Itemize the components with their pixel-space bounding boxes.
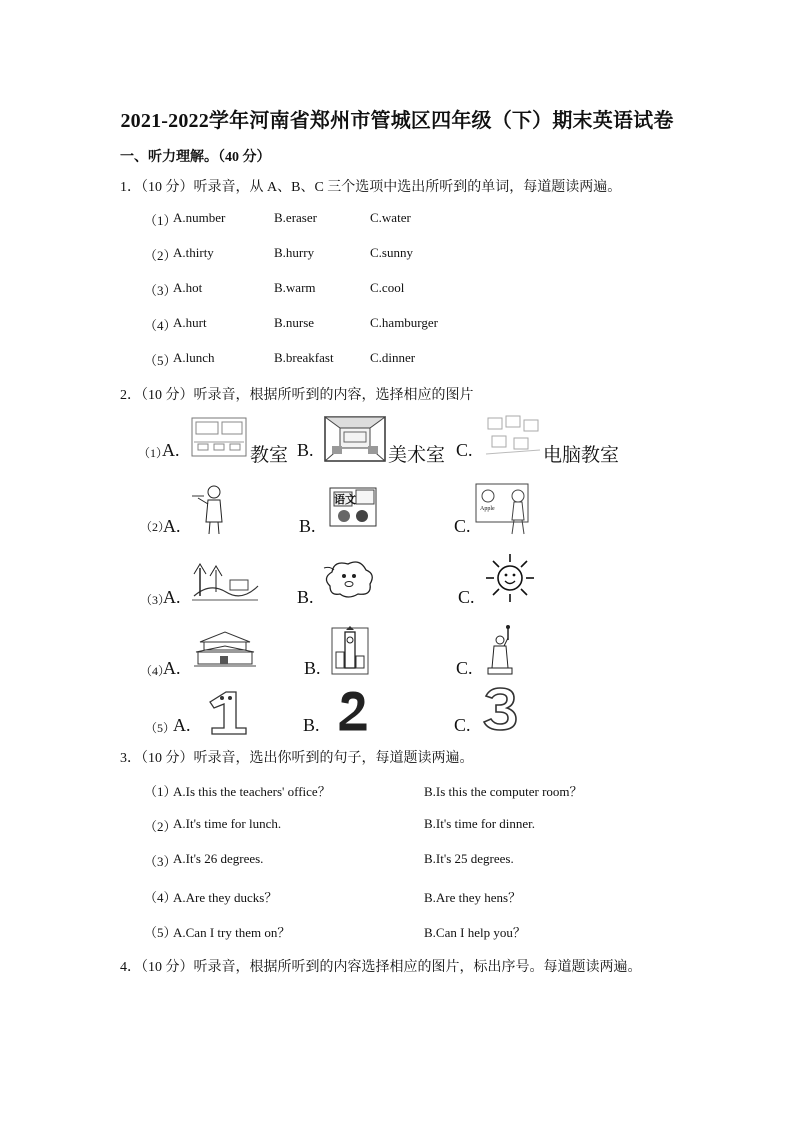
classroom-picture [190, 414, 248, 460]
picture-caption: 教室 [250, 445, 289, 466]
option-b: B.Is this the computer room？ [424, 784, 583, 799]
item-number: （2） [144, 248, 177, 263]
big-ben-picture [330, 626, 370, 676]
item-number: （4） [140, 664, 171, 678]
windy-cloud-picture [320, 556, 378, 602]
option-b: B.Can I help you？ [424, 925, 526, 940]
option-a: A.It's 26 degrees. [173, 851, 264, 866]
art-room-picture [324, 416, 386, 462]
option-b: B.It's time for dinner. [424, 816, 536, 831]
picture-caption: 电脑教室 [543, 445, 620, 466]
option-c: C. [458, 587, 475, 607]
option-b: B.breakfast [274, 350, 334, 365]
chinese-book-picture [328, 484, 380, 530]
section-heading: 一、听力理解。（40 分） [120, 150, 271, 165]
option-b: B. [304, 658, 321, 678]
option-b: B.Are they hens？ [424, 890, 522, 905]
item-number: （1） [144, 784, 177, 799]
apple-label: Apple [480, 506, 495, 512]
option-b: B.warm [274, 280, 316, 295]
item-number: （4） [144, 318, 177, 333]
item-number: （1） [144, 213, 177, 228]
snow-scene-picture [190, 556, 260, 602]
number-two-picture [336, 690, 370, 732]
option-b: B.hurry [274, 245, 315, 260]
option-c: C. [454, 516, 471, 536]
option-b: B.It's 25 degrees. [424, 851, 514, 866]
option-b: B. [297, 587, 314, 607]
option-b: B. [303, 715, 320, 735]
picture-caption: 美术室 [388, 445, 446, 466]
option-a: A. [162, 440, 180, 460]
question-3-stem: 3．（10 分）听录音，选出你听到的句子，每道题读两遍。 [120, 751, 474, 766]
option-c: C. [456, 440, 473, 460]
book-label: 语文 [334, 494, 356, 506]
item-number: （3） [144, 854, 177, 869]
option-a: A.It's time for lunch. [173, 816, 282, 831]
question-1-stem: 1．（10 分）听录音，从 A、B、C 三个选项中选出所听到的单词，每道题读两遍。 [120, 180, 622, 195]
apple-board-picture [474, 480, 534, 538]
item-number: （5） [145, 721, 176, 735]
option-a: A. [173, 715, 191, 735]
number-one-picture [196, 688, 256, 736]
option-c: C.water [370, 210, 411, 225]
option-b: B. [299, 516, 316, 536]
option-a: A.lunch [173, 350, 215, 365]
option-a: A.number [173, 210, 226, 225]
option-c: C. [456, 658, 473, 678]
teacher-picture [190, 484, 236, 536]
option-b: B.nurse [274, 315, 315, 330]
item-number: （5） [144, 925, 177, 940]
item-number: （3） [140, 593, 171, 607]
tiananmen-picture [192, 630, 258, 670]
option-c: C.sunny [370, 245, 413, 260]
option-c: C.cool [370, 280, 405, 295]
item-number: （3） [144, 283, 177, 298]
option-a: A.hot [173, 280, 203, 295]
question-4-stem: 4．（10 分）听录音，根据所听到的内容选择相应的图片，标出序号。每道题读两遍。 [120, 960, 642, 975]
option-a: A.Is this the teachers' office？ [173, 784, 331, 799]
option-c: C.dinner [370, 350, 416, 365]
number-three-picture [480, 686, 520, 732]
option-a: A.hurt [173, 315, 207, 330]
option-c: C.hamburger [370, 315, 438, 330]
option-a: A.Can I try them on？ [173, 925, 291, 940]
option-a: A.Are they ducks？ [173, 890, 278, 905]
option-b: B. [297, 440, 314, 460]
question-2-stem: 2．（10 分）听录音，根据所听到的内容，选择相应的图片 [120, 388, 474, 403]
option-c: C. [454, 715, 471, 735]
option-a: A.thirty [173, 245, 214, 260]
sun-picture [484, 552, 536, 604]
option-a: A. [163, 587, 181, 607]
item-number: （2） [144, 819, 177, 834]
option-a: A. [163, 658, 181, 678]
option-b: B.eraser [274, 210, 317, 225]
item-number: （5） [144, 353, 177, 368]
computer-room-picture [484, 412, 542, 462]
page-title: 2021-2022学年河南省郑州市管城区四年级（下）期末英语试卷 [120, 110, 674, 132]
item-number: （2） [140, 520, 171, 534]
item-number: （4） [144, 890, 177, 905]
item-number: （1） [138, 446, 169, 460]
statue-of-liberty-picture [482, 624, 524, 676]
option-a: A. [163, 516, 181, 536]
